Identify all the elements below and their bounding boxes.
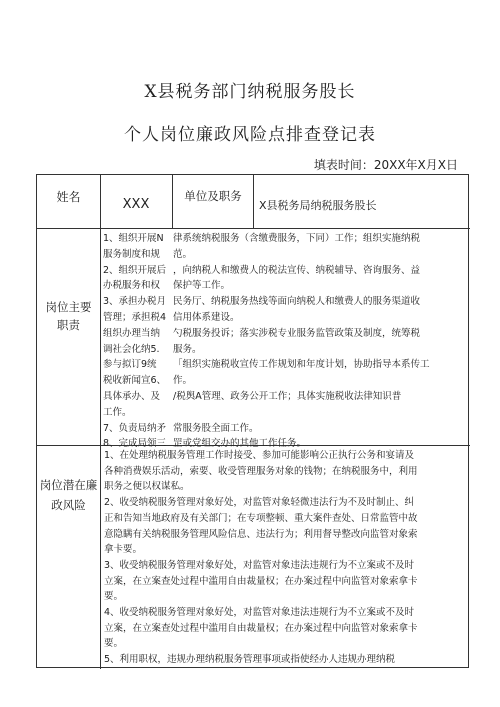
duties-line-left: 办税服务和权	[103, 280, 161, 292]
duties-label: 岗位主要职责	[45, 300, 92, 332]
duties-line-left: 1、组织开展N	[103, 233, 164, 244]
risks-text	[104, 448, 467, 668]
duties-line-right: 常服务股全面工作。	[173, 422, 259, 434]
duties-line-right: 信用体系建设。	[173, 311, 240, 323]
duties-line-left: 具体承办、及	[103, 390, 161, 402]
duties-line-right: 范。	[173, 248, 193, 260]
name-label: 姓名	[56, 190, 81, 204]
duties-line-left: 税收新闻宣6、	[103, 375, 167, 387]
risk-line: 立案，在立案查处过程中滥用自由裁量权；在办案过程中向监管对象索拿卡	[104, 622, 418, 634]
risk-line: 1、在处理纳税服务管理工作时接受、参加可能影响公正执行公务和宴请及	[104, 450, 415, 461]
duties-line-left: 服务制度和规	[103, 248, 161, 260]
unit-value: X县税务局纳税服务股长	[259, 199, 377, 212]
duties-line-right: 服务。	[173, 343, 202, 355]
risk-label	[37, 475, 100, 515]
risk-line: 意隐瞒有关纳税服务管理风险信息、违法行为；利用督导整改向监管对象索	[104, 528, 418, 540]
duties-line-left: 8、完成局领三	[103, 438, 167, 450]
title-line-2: 个人岗位廉政风险点排查登记表	[124, 125, 376, 145]
risk-line: 2、收受纳税服务管理对象好处，对监管对象轻微违法行为不及时制止、纠	[104, 497, 415, 509]
title-line-1: X县税务部门纳税服务股长	[144, 82, 356, 102]
duties-line-left: 3、承担办税月	[103, 296, 167, 308]
risk-line: 各种消费娱乐活动，索要、收受管理服务对象的钱物；在纳税服务中，利用	[104, 465, 418, 477]
duties-line-right: 民务厅、纳税服务热线等面向纳税人和缴费人的服务渠道收	[173, 296, 421, 308]
duties-line-right: 律系统纳税服务（含缴费服务，下同）工作；组织实施纳税	[173, 233, 421, 244]
duties-line-left: 工作。	[103, 406, 132, 418]
risk-label-line-1: 岗位潜在廉	[39, 478, 98, 492]
risk-line: 4、收受纳税服务管理对象好处，对监管对象违法违规行为不立案或不及时	[104, 607, 415, 619]
duties-line-right: 罡或党组交办的其他工作任务。	[173, 438, 307, 450]
duties-line-right: 保护等工作。	[173, 280, 231, 292]
duties-line-left: 参与拟订9统	[103, 359, 157, 371]
duties-left-column	[103, 231, 174, 450]
registration-table	[36, 174, 469, 668]
duties-line-right: 作。	[173, 375, 193, 387]
duties-line-right: /税舆A管理、政务公开工作；具体实施税收法律知识普	[173, 390, 402, 402]
risk-line: 5、利用职权，违规办理纳税服务管理事项或指使经办人违规办理纳税	[104, 654, 396, 666]
duties-line-right	[173, 405, 468, 421]
duties-line-right: ，向纳税人和缴费人的税法宣传、纳税辅导、咨询服务、益	[173, 264, 421, 276]
fill-date: 填表时间：20XX年X月X日	[313, 158, 458, 172]
risk-label-line-2: 政风险	[51, 498, 86, 512]
risk-line: 立案，在立案查处过程中滥用自由裁量权；在办案过程中向监管对象索拿卡	[104, 575, 418, 587]
duties-line-left: 组织办理当纳	[103, 327, 161, 339]
duties-line-right: 勺税服务投诉；落实涉税专业服务监管政策及制度，统筹税	[173, 327, 421, 339]
duties-line-left: 7、负责局纳矛	[103, 422, 167, 434]
duties-right-column	[173, 231, 468, 450]
risk-line: 拿卡要。	[104, 544, 143, 556]
column-divider-label	[100, 175, 101, 669]
risk-line: 正和告知当地政府及有关部门；在专项整顿、重大案件查处、日常监管中故	[104, 512, 418, 524]
risk-line: 要。	[104, 591, 124, 603]
duties-line-left: 管理；承担税4	[103, 311, 167, 323]
risk-line: 3、收受纳税服务管理对象好处，对监管对象违法违规行为不立案或不及时	[104, 559, 415, 571]
duties-line-left: 2、组织开展后	[103, 264, 167, 276]
column-divider-unit	[253, 175, 254, 228]
name-value: XXX	[122, 197, 150, 212]
duties-line-left: 调社会化纳5.	[103, 343, 160, 355]
risk-line: 职务之便以权谋私。	[104, 481, 190, 493]
row-divider-1	[37, 228, 470, 229]
risk-line: 要。	[104, 638, 124, 650]
duties-line-right: 「组织实施税收宣传工作规划和年度计划，协助指导本系传工	[173, 359, 430, 371]
unit-label: 单位及职务	[184, 189, 242, 203]
